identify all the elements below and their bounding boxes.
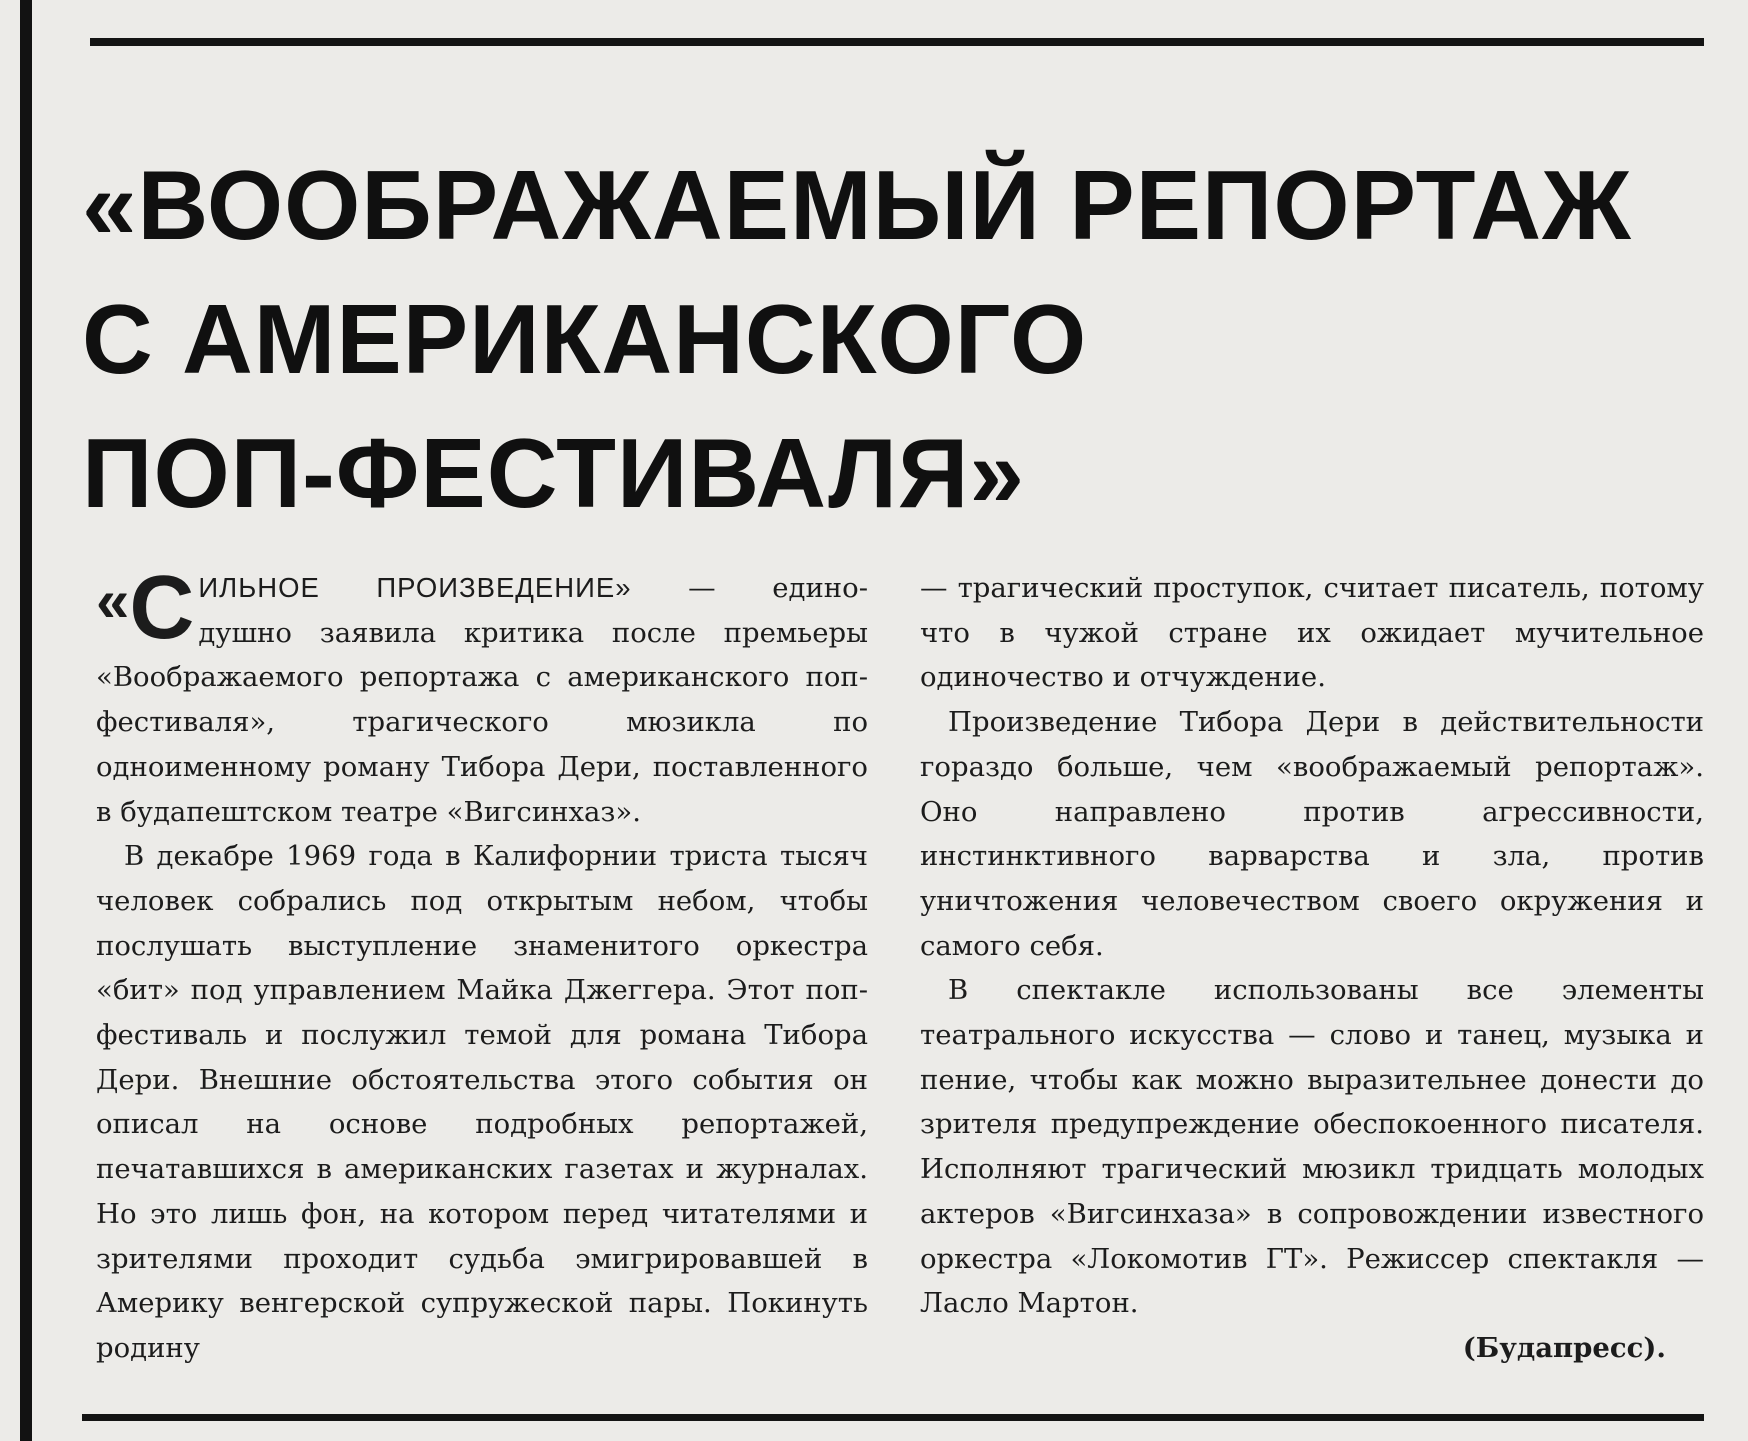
paragraph-3: Произведение Тибора Дери в действительности гораздо больше, чем «воображаемый репортаж». Оно направлено против агрессивности, инстинктивного варварства и зла, против уничтожения человечеством своего окружения и самого себя. (920, 706, 1704, 962)
headline-line-2: С АМЕРИКАНСКОГО (82, 284, 1088, 394)
paragraph-1-rest: «Воображаемого репортажа с американского поп-фестиваля», трагического мюзикла по одноименному роману Тибора Дери, поставленного в будапештском театре «Вигсинхаз». (96, 661, 868, 828)
opening-line-2: душно заявила критика после премьеры (198, 616, 868, 649)
paragraph-2: В декабре 1969 года в Калифорнии триста тысяч человек собрались под открытым небом, чтобы послушать выступление знаменитого оркестра «бит» под управлением Майка Джеггера. Этот поп-фестиваль и послужил темой для романа Тибора Дери. Внешние обстоятельства этого события он описал на основе подробных репортажей, печатавшихся в американских газетах и журналах. Но это лишь фон, на котором перед читателями и зрителями проходит судьба эмигрировавшей в Америку венгерской супружеской пары. Покинуть родину (96, 840, 868, 1364)
article-headline (82, 138, 1702, 540)
paragraph-continued: — трагический проступок, считает писатель, потому что в чужой стране их ожидает мучительное одиночество и отчуждение. (920, 572, 1704, 694)
article-column-right (920, 566, 1704, 1371)
left-column-rule (20, 0, 32, 1441)
opening-line-1 (198, 566, 868, 611)
article-column-left (96, 558, 868, 1371)
drop-cap-quote: « (96, 567, 130, 634)
drop-cap (96, 558, 195, 658)
paragraph-4: В спектакле использованы все элементы театрального искусства — слово и танец, музыка и пение, чтобы как можно выразительнее донести до зрителя предупреждение обеспокоенного писателя. Исполняют трагический мюзикл тридцать молодых актеров «Вигсинхаза» в сопровождении известного оркестра «Локомотив ГТ». Режиссер спектакля — Ласло Мартон. (920, 974, 1704, 1320)
opening-line-1-rest: — едино- (631, 572, 868, 604)
opening-words: ИЛЬНОЕ ПРОИЗВЕДЕНИЕ» (198, 572, 632, 603)
headline-line-1: «ВООБРАЖАЕМЫЙ РЕПОРТАЖ (82, 150, 1632, 260)
opening-lines (198, 566, 868, 655)
top-rule (90, 38, 1704, 46)
headline-line-3: ПОП-ФЕСТИВАЛЯ» (82, 418, 1025, 528)
drop-cap-letter: С (129, 558, 195, 658)
article-signature: (Будапресс). (1462, 1331, 1666, 1364)
opening-block (96, 558, 868, 658)
bottom-rule (82, 1414, 1704, 1421)
